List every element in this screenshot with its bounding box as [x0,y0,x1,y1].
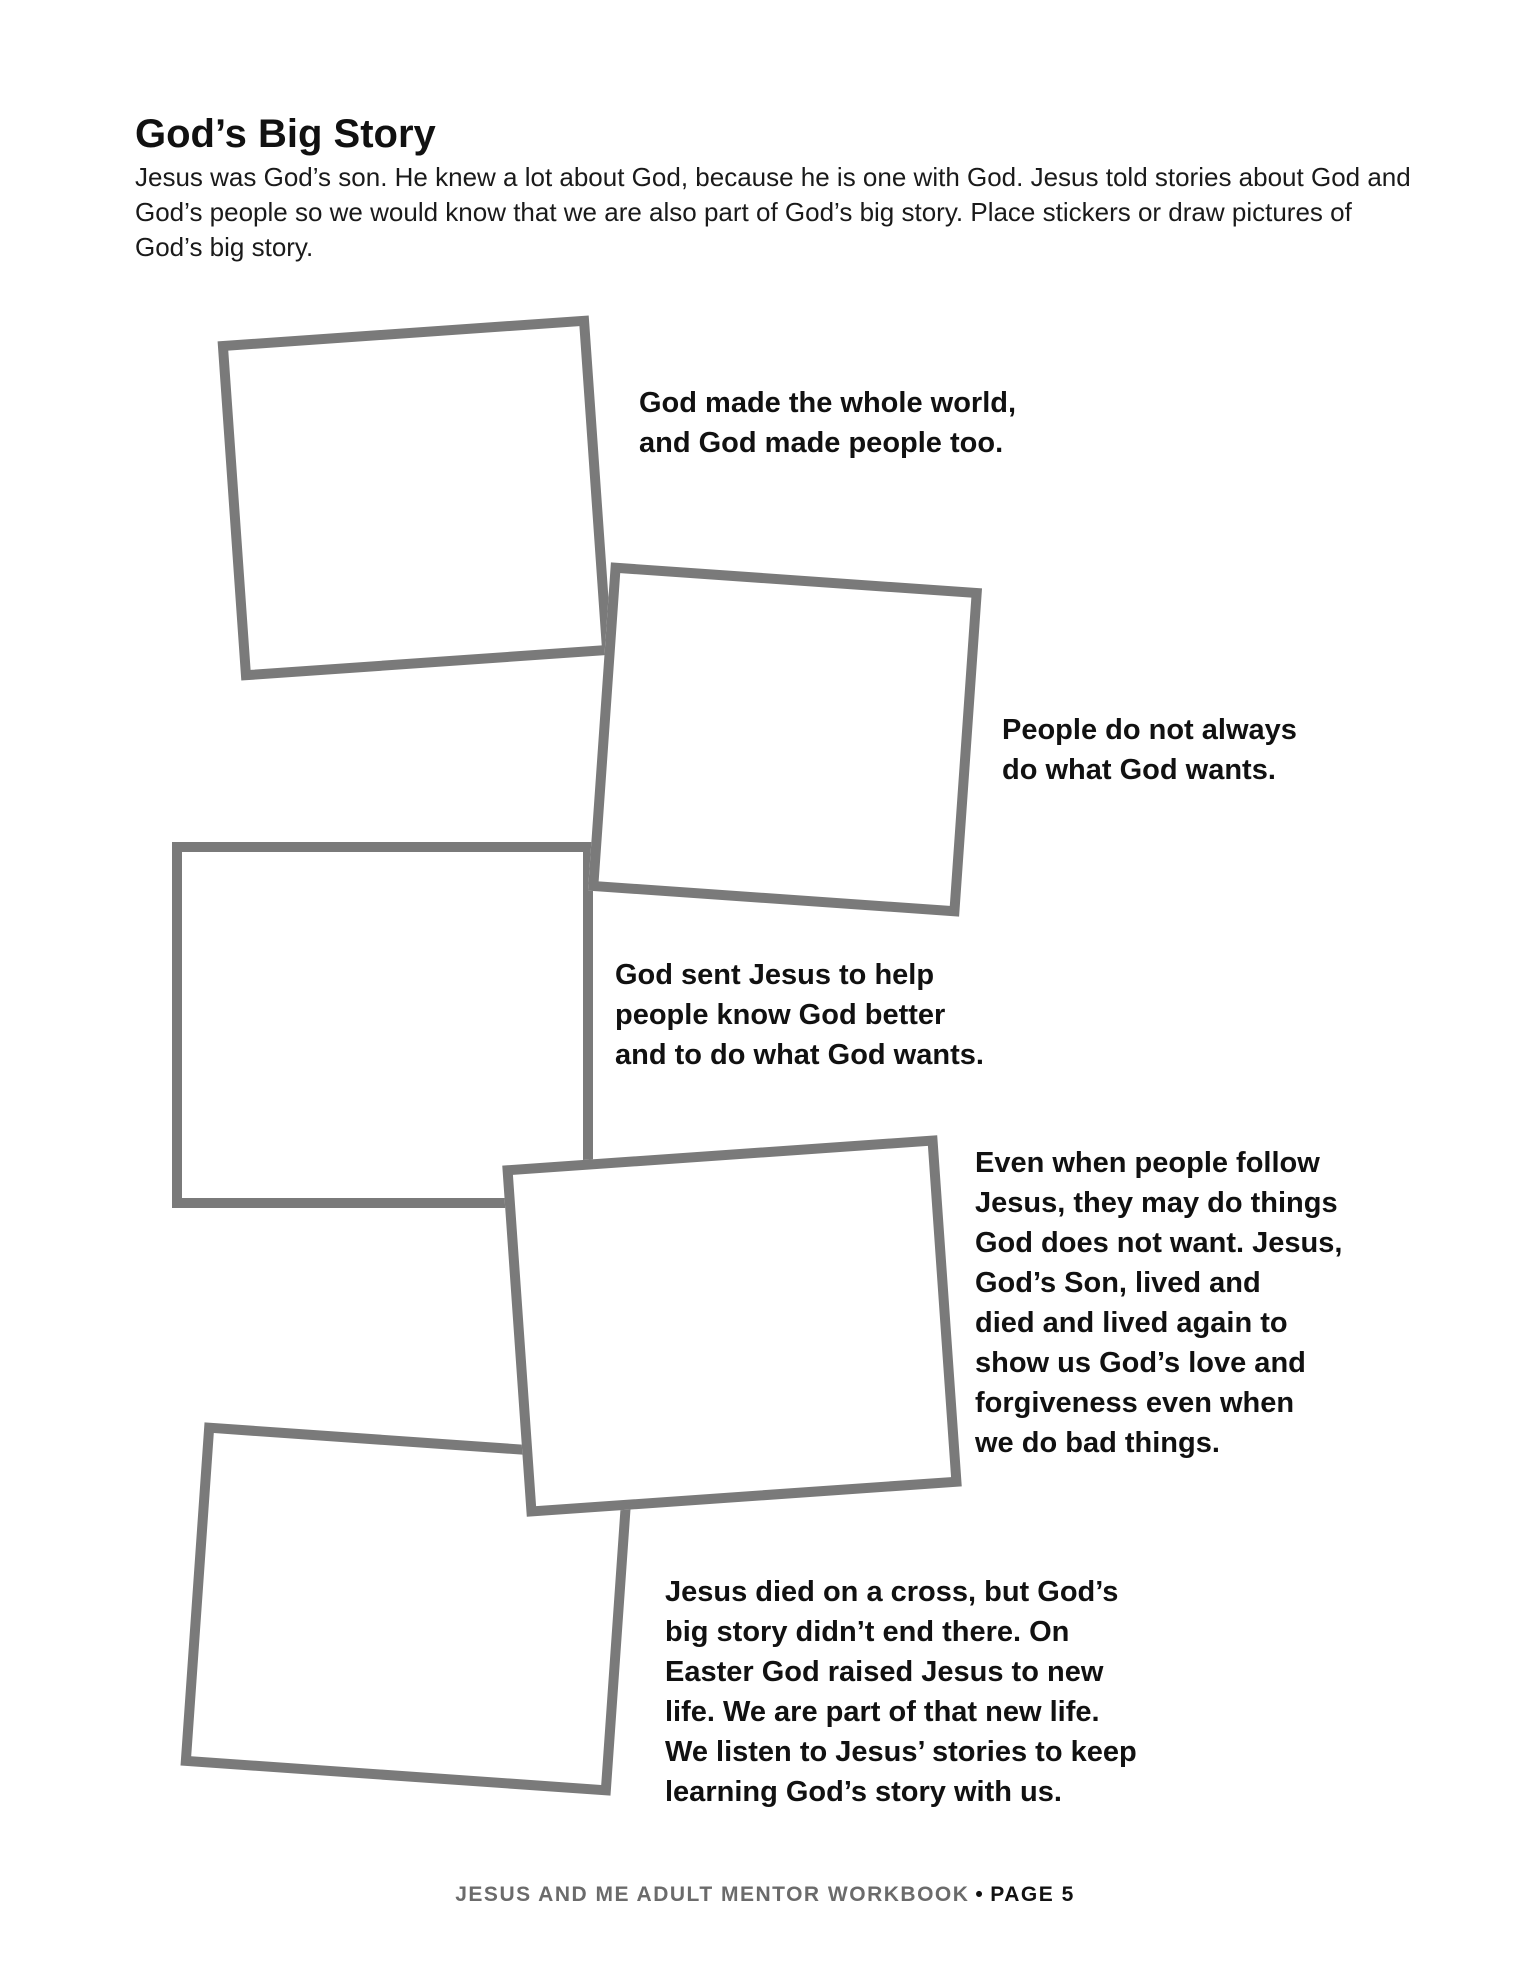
drawing-frame-4[interactable] [502,1135,961,1517]
story-caption-1: God made the whole world, and God made people too. [639,387,1017,459]
page-footer [0,1883,1530,1907]
drawing-frame-2[interactable] [588,562,982,916]
intro-paragraph: Jesus was God’s son. He knew a lot about God, because he is one with God. Jesus told stories about God and God’s people so we would know that we are also part of God’s big story. Place stickers or draw pictures of God’s big story. [135,162,1411,262]
story-caption-5: Jesus died on a cross, but God’s big story didn’t end there. On Easter God raised Jesus to new life. We are part of that new life. We listen to Jesus’ stories to keep learning God’s story with us. [665,1576,1137,1808]
drawing-frame-3[interactable] [172,842,593,1208]
page-title: God’s Big Story [135,112,436,156]
story-caption-2: People do not always do what God wants. [1002,714,1297,786]
footer-separator: • [975,1883,985,1906]
story-caption-4: Even when people follow Jesus, they may do things God does not want. Jesus, God’s Son, lived and died and lived again to show us God’s love and forgiveness even when we do bad things. [975,1147,1343,1459]
footer-page-number: PAGE 5 [990,1883,1075,1906]
footer-book-title: JESUS AND ME ADULT MENTOR WORKBOOK [455,1883,970,1906]
story-caption-3: God sent Jesus to help people know God better and to do what God wants. [615,959,984,1071]
drawing-frame-1[interactable] [218,315,613,680]
